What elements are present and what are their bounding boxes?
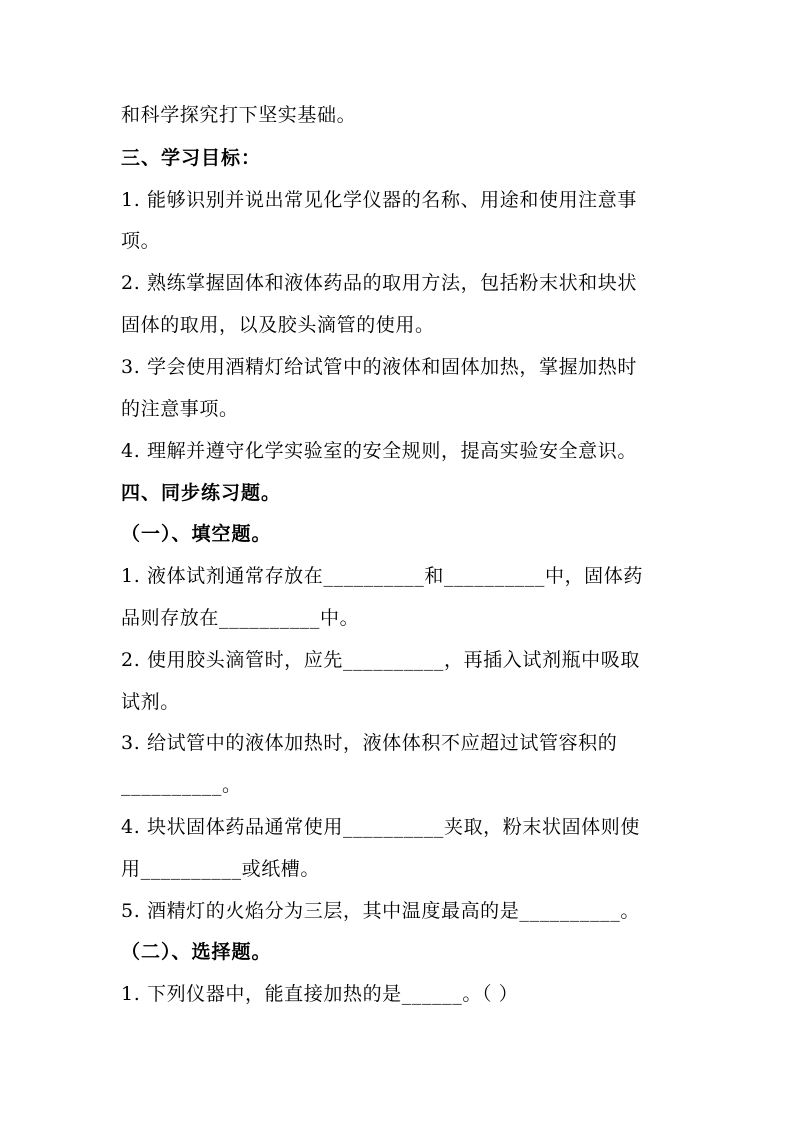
choice-question-1: 1. 下列仪器中，能直接加热的是______。（ ） bbox=[121, 983, 519, 1005]
subsection-heading-fill-in: （一）、填空题。 bbox=[121, 523, 272, 545]
objective-item-2: 2. 熟练掌握固体和液体药品的取用方法，包括粉末状和块状 bbox=[121, 272, 637, 294]
objective-item-3-continued: 的注意事项。 bbox=[121, 398, 239, 420]
fill-in-question-1: 1. 液体试剂通常存放在__________和__________中，固体药 bbox=[121, 565, 643, 587]
section-heading-learning-objectives: 三、学习目标： bbox=[121, 147, 262, 169]
objective-item-1-continued: 项。 bbox=[121, 230, 161, 252]
fill-in-question-4-continued: 用__________或纸槽。 bbox=[121, 858, 321, 880]
objective-item-4: 4. 理解并遵守化学实验室的安全规则，提高实验安全意识。 bbox=[121, 440, 637, 462]
subsection-heading-multiple-choice: （二）、选择题。 bbox=[121, 941, 272, 963]
fill-in-question-2-continued: 试剂。 bbox=[121, 691, 180, 713]
section-heading-exercises: 四、同步练习题。 bbox=[121, 482, 282, 504]
fill-in-question-2: 2. 使用胶头滴管时，应先__________，再插入试剂瓶中吸取 bbox=[121, 649, 640, 671]
fill-in-question-1-continued: 品则存放在__________中。 bbox=[121, 607, 360, 629]
fill-in-question-3: 3. 给试管中的液体加热时，液体体积不应超过试管容积的 bbox=[121, 732, 618, 754]
fill-in-question-3-continued: __________。 bbox=[121, 774, 242, 796]
objective-item-1: 1. 能够识别并说出常见化学仪器的名称、用途和使用注意事 bbox=[121, 189, 637, 211]
fill-in-question-4: 4. 块状固体药品通常使用__________夹取，粉末状固体则使 bbox=[121, 816, 640, 838]
fill-in-question-5: 5. 酒精灯的火焰分为三层，其中温度最高的是__________。 bbox=[121, 900, 640, 922]
text-line: 和科学探究打下坚实基础。 bbox=[121, 104, 357, 126]
objective-item-3: 3. 学会使用酒精灯给试管中的液体和固体加热，掌握加热时 bbox=[121, 356, 637, 378]
objective-item-2-continued: 固体的取用，以及胶头滴管的使用。 bbox=[121, 314, 435, 336]
